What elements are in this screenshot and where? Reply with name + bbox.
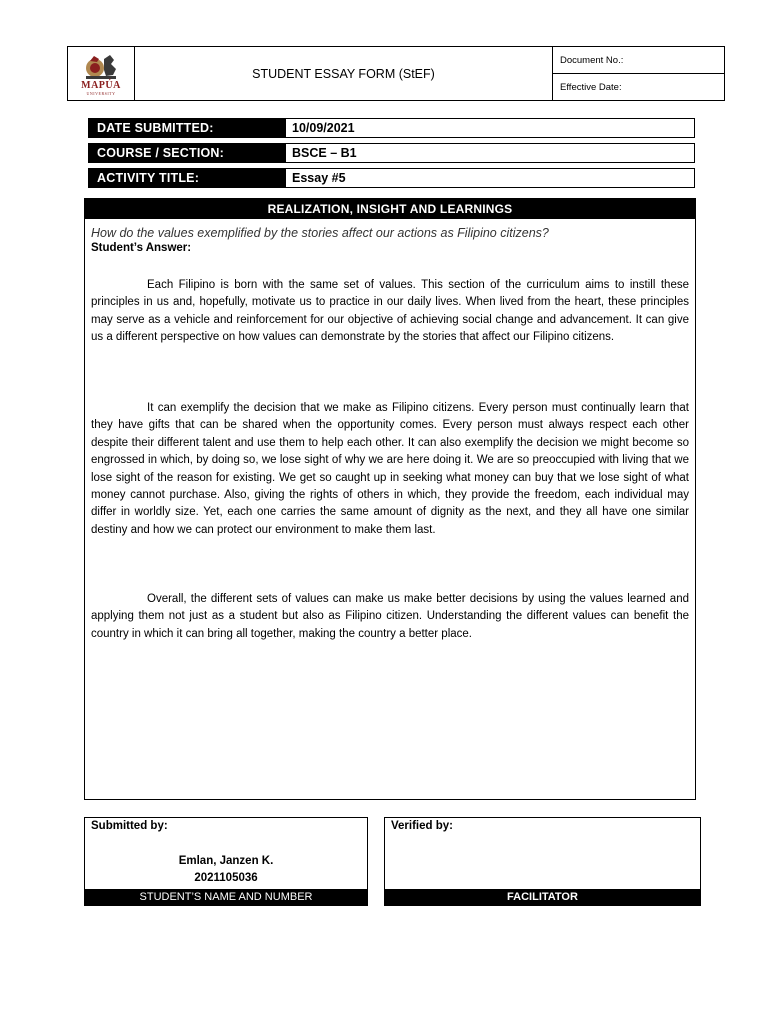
logo-subtext: UNIVERSITY <box>86 91 116 96</box>
essay-paragraph-3: Overall, the different sets of values can make us make better decisions by using the values learned and applying them not just as a student but also as Filipino citizen. Understanding the different values can benefit the country in which it can bring all together, making the country a better place. <box>91 593 689 640</box>
form-title: STUDENT ESSAY FORM (StEF) <box>135 47 553 100</box>
student-number: 2021105036 <box>194 872 258 884</box>
effective-date-label: Effective Date: <box>553 73 724 100</box>
facilitator-bar: FACILITATOR <box>385 889 700 905</box>
activity-title-value: Essay #5 <box>285 169 694 187</box>
seal-icon <box>80 51 122 81</box>
verified-by-label: Verified by: <box>391 820 453 832</box>
essay-paragraph-1: Each Filipino is born with the same set of values. This section of the curriculum aims to instill these principles in us and, hopefully, motivate us to practice in our daily lives. When lived from the heart, these principles may serve as a vehicle and reinforcement for our objective of achieving social change and advancement. It can give us a different perspective on how values can demonstrate by the stories that affect our Filipino citizens. <box>91 279 689 344</box>
student-info <box>85 853 367 887</box>
form-header <box>67 46 725 101</box>
university-logo <box>80 51 122 96</box>
course-section-row <box>88 143 695 163</box>
verified-by-box <box>384 817 701 906</box>
document-no-label: Document No.: <box>560 54 624 66</box>
activity-title-row <box>88 168 695 188</box>
answer-label: Student’s Answer: <box>91 242 192 254</box>
date-submitted-row <box>88 118 695 138</box>
student-name: Emlan, Janzen K. <box>178 855 274 867</box>
document-meta <box>553 47 724 100</box>
student-name-number-bar: STUDENT’S NAME AND NUMBER <box>85 889 367 905</box>
logo-text: MAPÚA <box>81 80 121 91</box>
course-section-label: COURSE / SECTION: <box>89 144 285 162</box>
activity-title-label: ACTIVITY TITLE: <box>89 169 285 187</box>
essay-paragraph-2: It can exemplify the decision that we make as Filipino citizens. Every person must continually learn that they have gifts that can be shared when the opportunity comes. Every person must always respect each other despite their different talent and use them to help each other. It can also exemplify the decision we might become so engrossed in which, by doing so, we lose sight of why we are here doing it. We are so preoccupied with living that we lose sight of the reason for existing. We get so caught up in seeking what money can buy that we lose sight of what money cannot purchase. Also, giving the rights of others in which, they provide the freedom, each individual may differ in worldly size. Yet, each one carries the same amount of dignity as the next, and they all have one similar destiny and how we can protect our environment to make them last. <box>91 402 689 536</box>
submitted-by-label: Submitted by: <box>91 820 168 832</box>
section-title: REALIZATION, INSIGHT AND LEARNINGS <box>85 199 695 219</box>
date-submitted-label: DATE SUBMITTED: <box>89 119 285 137</box>
essay-box <box>84 198 696 800</box>
course-section-value: BSCE – B1 <box>285 144 694 162</box>
date-submitted-value: 10/09/2021 <box>285 119 694 137</box>
essay-question: How do the values exemplified by the stories affect our actions as Filipino citizens? <box>91 226 549 240</box>
submitted-by-box <box>84 817 368 906</box>
logo-cell <box>68 47 135 100</box>
